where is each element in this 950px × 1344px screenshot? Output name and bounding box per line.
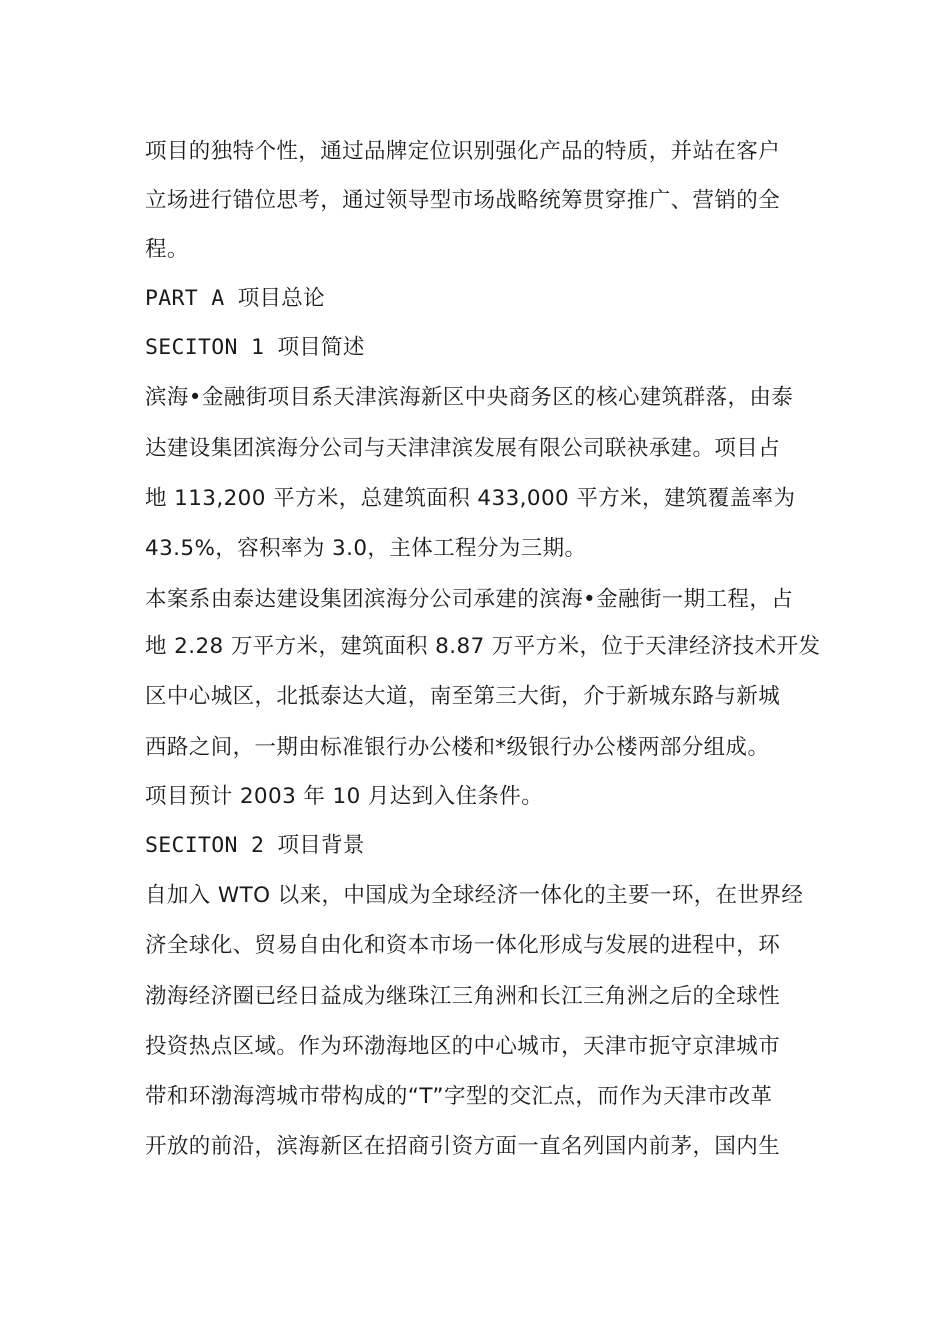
paragraph-line: 济全球化、贸易自由化和资本市场一体化形成与发展的进程中，环 xyxy=(145,933,781,958)
paragraph-line: 本案系由泰达建设集团滨海分公司承建的滨海•金融街一期工程，占 xyxy=(145,587,794,612)
section-heading: SECITON 2 项目背景 xyxy=(145,833,365,858)
section-heading: SECITON 1 项目简述 xyxy=(145,335,365,360)
paragraph-line: 项目的独特个性，通过品牌定位识别强化产品的特质，并站在客户 xyxy=(145,139,781,164)
paragraph-line: 立场进行错位思考，通过领导型市场战略统筹贯穿推广、营销的全 xyxy=(145,188,781,213)
paragraph-line: 西路之间，一期由标准银行办公楼和*级银行办公楼两部分组成。 xyxy=(145,735,770,760)
part-heading: PART A 项目总论 xyxy=(145,286,325,311)
paragraph-line: 开放的前沿，滨海新区在招商引资方面一直名列国内前茅，国内生 xyxy=(145,1134,781,1159)
paragraph-line: 投资热点区域。作为环渤海地区的中心城市，天津市扼守京津城市 xyxy=(145,1034,781,1059)
paragraph-line: 自加入 WTO 以来，中国成为全球经济一体化的主要一环，在世界经 xyxy=(145,883,804,908)
paragraph-line: 程。 xyxy=(145,237,189,262)
paragraph-line: 项目预计 2003 年 10 月达到入住条件。 xyxy=(145,784,544,809)
paragraph-line: 带和环渤海湾城市带构成的“T”字型的交汇点，而作为天津市改革 xyxy=(145,1084,773,1109)
paragraph-line: 区中心城区，北抵泰达大道，南至第三大街，介于新城东路与新城 xyxy=(145,684,781,709)
paragraph-line: 达建设集团滨海分公司与天津津滨发展有限公司联袂承建。项目占 xyxy=(145,436,781,461)
paragraph-line: 地 2.28 万平方米，建筑面积 8.87 万平方米，位于天津经济技术开发 xyxy=(145,634,821,659)
paragraph-line: 滨海•金融街项目系天津滨海新区中央商务区的核心建筑群落，由泰 xyxy=(145,385,794,410)
paragraph-line: 渤海经济圈已经日益成为继珠江三角洲和长江三角洲之后的全球性 xyxy=(145,984,781,1009)
paragraph-line: 地 113,200 平方米，总建筑面积 433,000 平方米，建筑覆盖率为 xyxy=(145,486,796,511)
paragraph-line: 43.5%，容积率为 3.0，主体工程分为三期。 xyxy=(145,536,587,561)
